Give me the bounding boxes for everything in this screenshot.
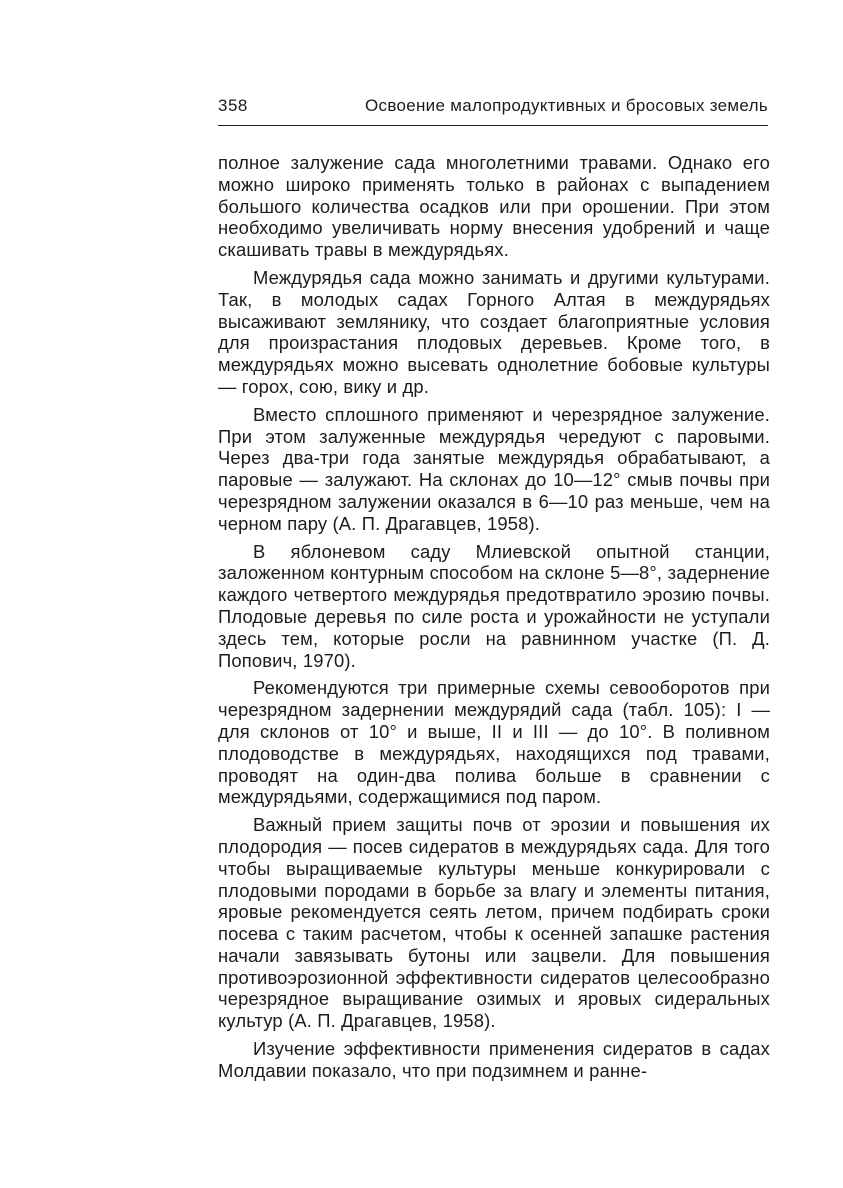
running-head [218,92,768,120]
paragraph-2: Междурядья сада можно занимать и другими культурами. Так, в молодых садах Горного Алтая в междурядьях высаживают землянику, что создает благоприятные условия для произрастания плодовых деревьев. Кроме того, в междурядьях можно высевать однолетние бобовые культуры — горох, сою, вику и др. [218,266,770,397]
paragraph-3: Вместо сплошного применяют и черезрядное залужение. При этом залуженные междурядья чередуют с паровыми. Через два-три года занятые междурядья обрабатывают, а паровые — залужают. На склонах до 10—12° смыв почвы при черезрядном залужении оказался в 6—10 раз меньше, чем на черном пару (А. П. Драгавцев, 1958). [218,403,770,534]
paragraph-5: Рекомендуются три примерные схемы севооборотов при черезрядном задернении междурядий сада (табл. 105): I — для склонов от 10° и выше, II и III — до 10°. В поливном плодоводстве в междурядьях, находящихся под травами, проводят на один-два полива больше в сравнении с междурядьями, содержащимися под паром. [218,677,770,808]
page-number: 358 [218,96,248,115]
paragraph-6: Важный прием защиты почв от эрозии и повышения их плодородия — посев сидератов в междурядьях сада. Для того чтобы выращиваемые культуры меньше конкурировали с плодовыми породами в борьбе за влагу и элементы питания, яровые рекомендуется сеять летом, причем подбирать сроки посева с таким расчетом, чтобы к осенней запашке растения начали завязывать бутоны или зацвели. Для повышения противоэрозионной эффективности сидератов целесообразно черезрядное выращивание озимых и яровых сидеральных культур (А. П. Драгавцев, 1958). [218,814,770,1032]
running-title: Освоение малопродуктивных и бросовых земель [365,96,768,115]
paragraph-1: полное залужение сада многолетними травами. Однако его можно широко применять только в районах с выпадением большого количества осадков или при орошении. При этом необходимо увеличивать норму внесения удобрений и чаще скашивать травы в междурядьях. [218,152,770,261]
paragraph-4: В яблоневом саду Млиевской опытной станции, заложенном контурным способом на склоне 5—8°, задернение каждого четвертого междурядья предотвратило эрозию почвы. Плодовые деревья по силе роста и урожайности не уступали здесь тем, которые росли на равнинном участке (П. Д. Попович, 1970). [218,540,770,671]
body-text [218,152,770,1082]
header-rule [218,125,768,126]
paragraph-7: Изучение эффективности применения сидератов в садах Молдавии показало, что при подзимнем и ранне- [218,1038,770,1081]
